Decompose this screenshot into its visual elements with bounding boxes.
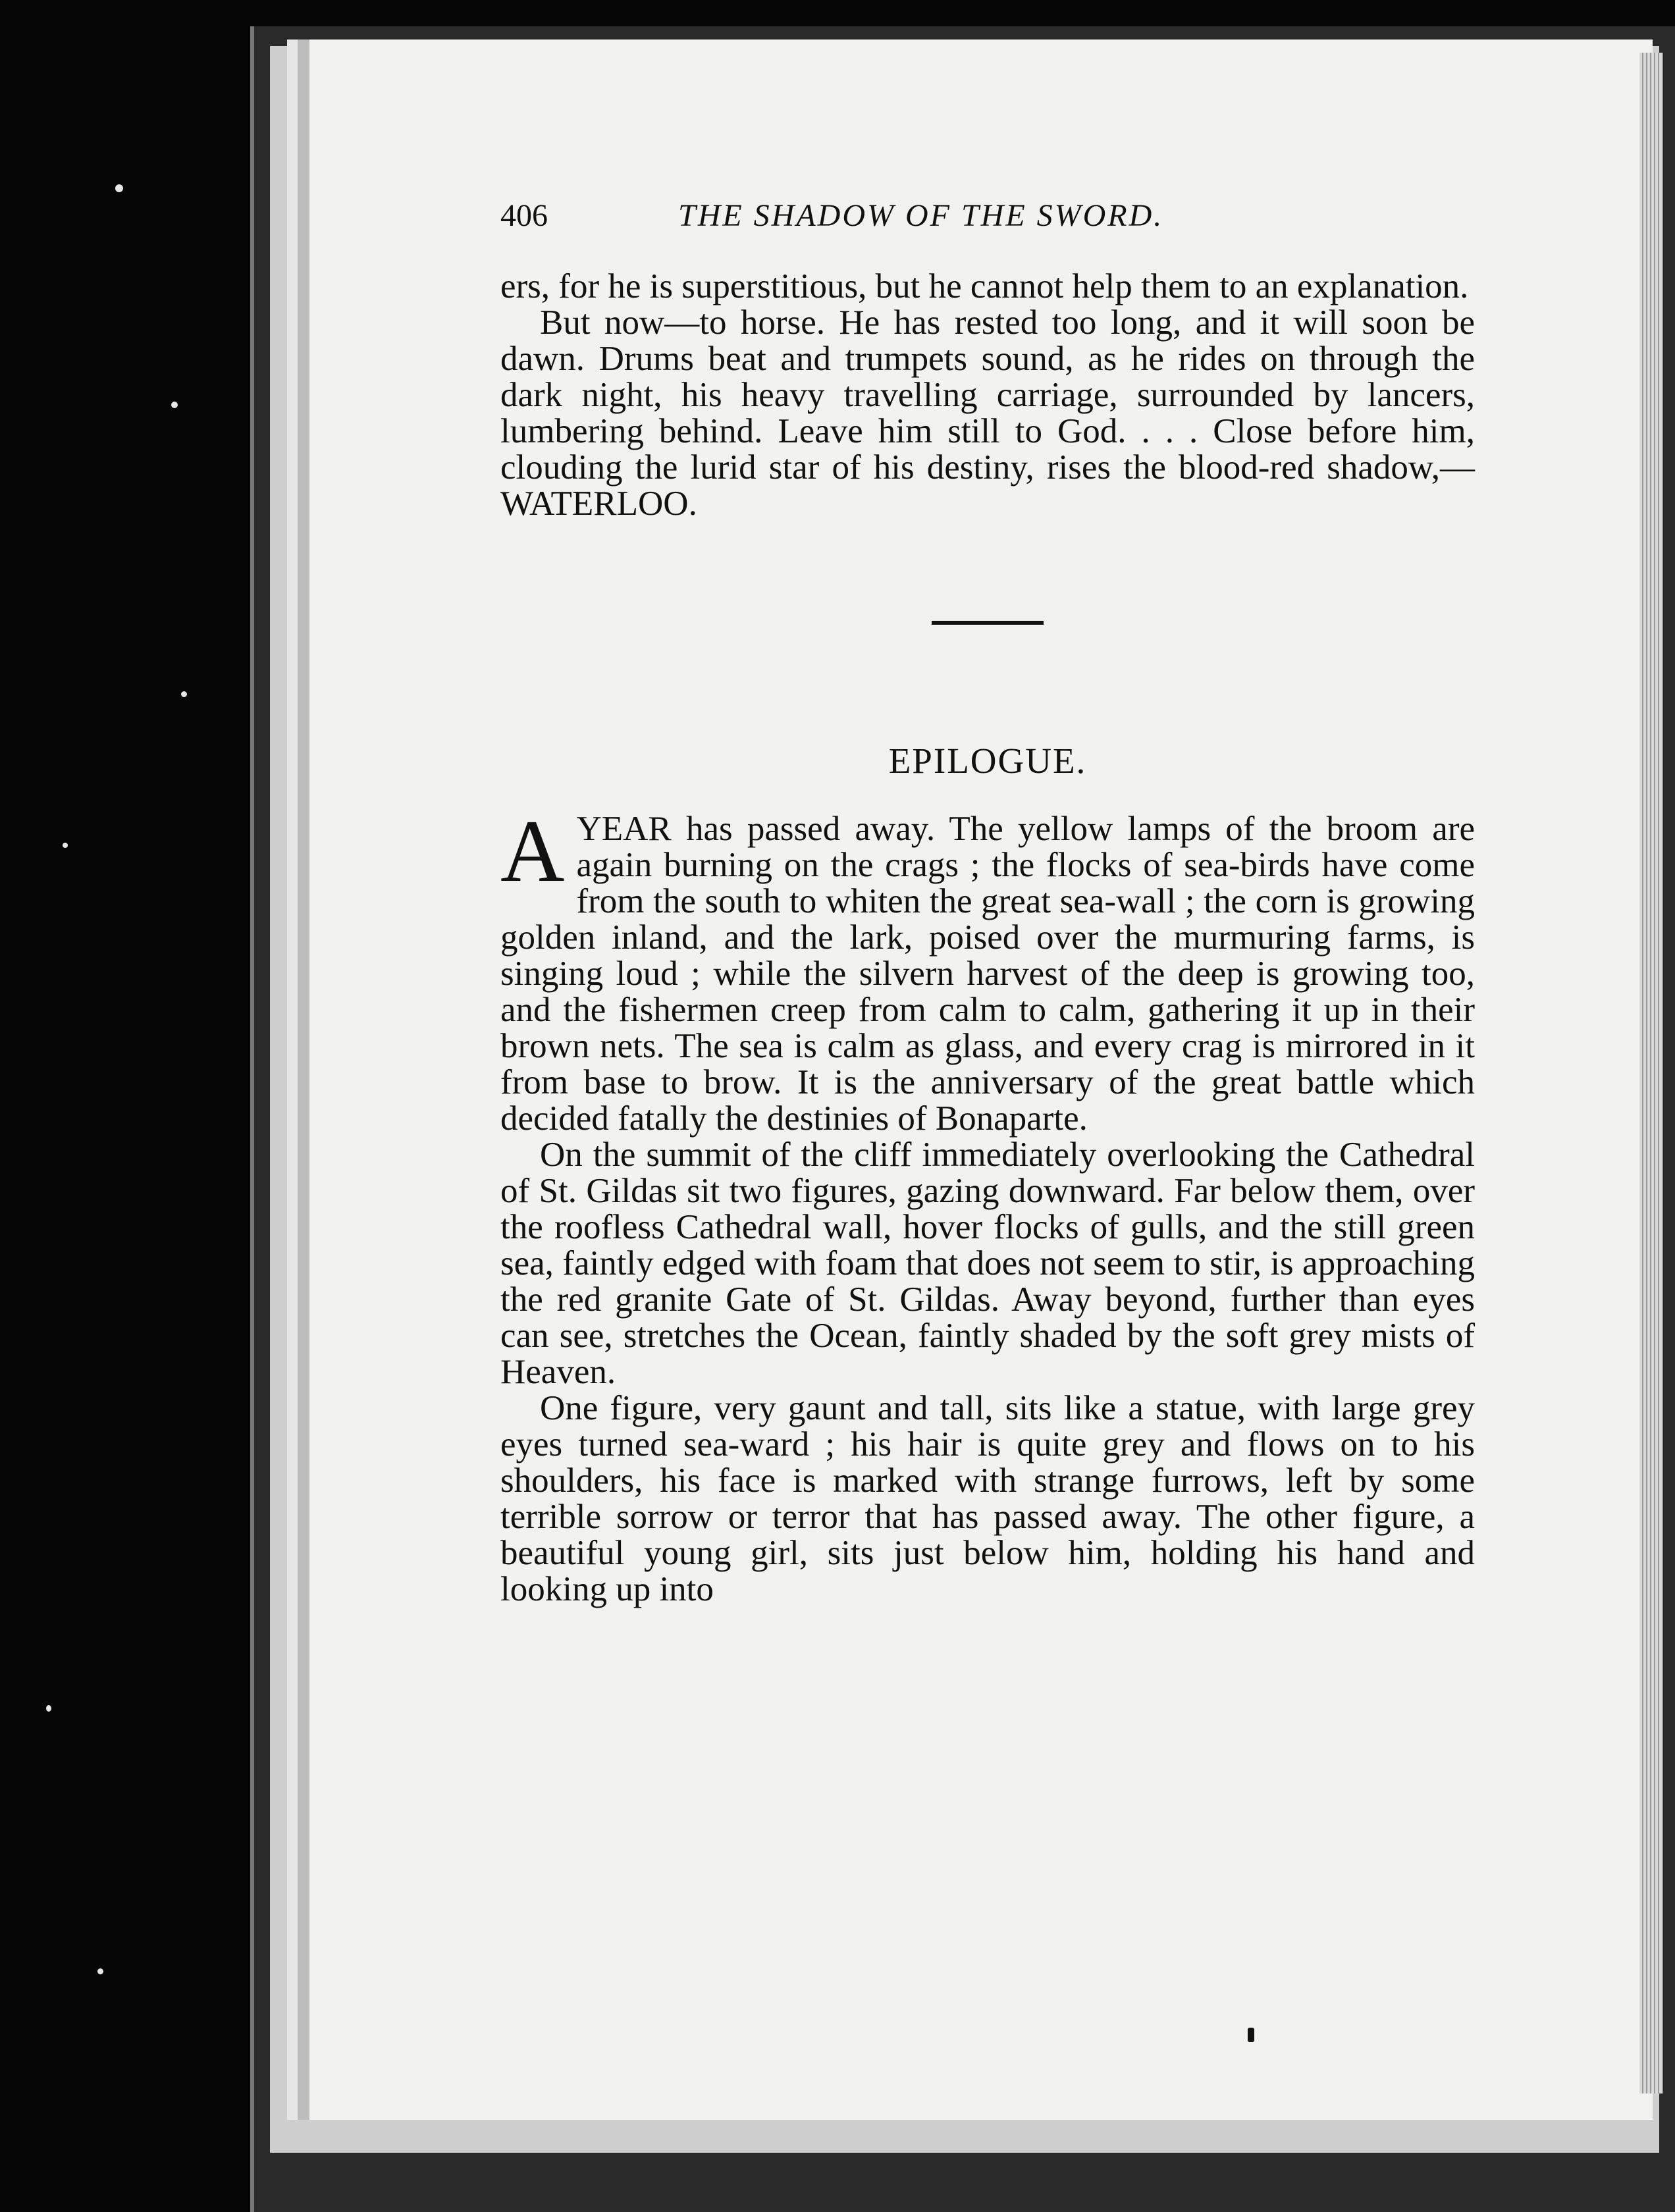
continuation-paragraph: But now—to horse. He has rested too long, and it will soon be dawn. Drums beat and trumpets sound, as he rides on through the dark night, his heavy travelling carriage, surrounded by lancers, lumbering behind. Leave him still to God. . . . Close before him, clouding the lurid star of his destiny, rises the blood-red shadow,—WATERLOO. <box>500 303 1475 523</box>
epilogue-paragraph <box>500 803 1475 1138</box>
epilogue-paragraph: On the summit of the cliff immediately overlooking the Cathedral of St. Gildas sit two figures, gazing downward. Far below them, over the roofless Cathedral wall, hover flocks of gulls, and the still green sea, faintly edged with foam that does not seem to stir, is approaching the red granite Gate of St. Gildas. Away beyond, further than eyes can see, stretches the Ocean, faintly shaded by the soft grey mists of Heaven. <box>500 1136 1475 1391</box>
page-edges <box>1639 53 1663 2094</box>
background-speck <box>115 184 123 192</box>
epilogue-heading: EPILOGUE. <box>888 741 1087 781</box>
drop-cap: A <box>500 803 565 901</box>
running-head <box>500 198 1475 250</box>
background-speck <box>181 691 187 697</box>
epilogue-paragraph: One figure, very gaunt and tall, sits like a statue, with large grey eyes turned sea-ward ; his hair is quite grey and flows on to his shoulders, his face is marked with strange furrows, left by some terrible sorrow or terror that has passed away. The other figure, a beautiful young girl, sits just below him, holding his hand and looking up into <box>500 1389 1475 1608</box>
epilogue-paragraph-text: has passed away. The yellow lamps of the broom are again burning on the crags ; the flocks of sea-birds have come from the south to whiten the great sea-wall ; the corn is growing golden inland, and the lark, poised over the murmuring farms, is singing loud ; while the silvern harvest of the deep is growing too, and the fishermen creep from calm to calm, gathering it up in their brown nets. The sea is calm as glass, and every crag is mirrored in it from base to brow. It is the anniversary of the great battle which decided fatally the destinies of Bonaparte. <box>500 810 1475 1138</box>
page-number: 406 <box>500 198 548 233</box>
section-divider <box>932 621 1044 625</box>
background-speck <box>63 843 68 848</box>
continuation-paragraph: ers, for he is superstitious, but he cannot help them to an explanation. <box>500 267 1469 305</box>
background-speck <box>46 1705 51 1712</box>
page-text <box>500 198 1475 1608</box>
opening-word: YEAR <box>576 810 672 848</box>
background-speck <box>97 1968 103 1974</box>
printer-mark <box>1248 2028 1254 2042</box>
continuation-section <box>500 269 1475 522</box>
running-title: THE SHADOW OF THE SWORD. <box>678 198 1164 233</box>
background-speck <box>171 402 178 408</box>
